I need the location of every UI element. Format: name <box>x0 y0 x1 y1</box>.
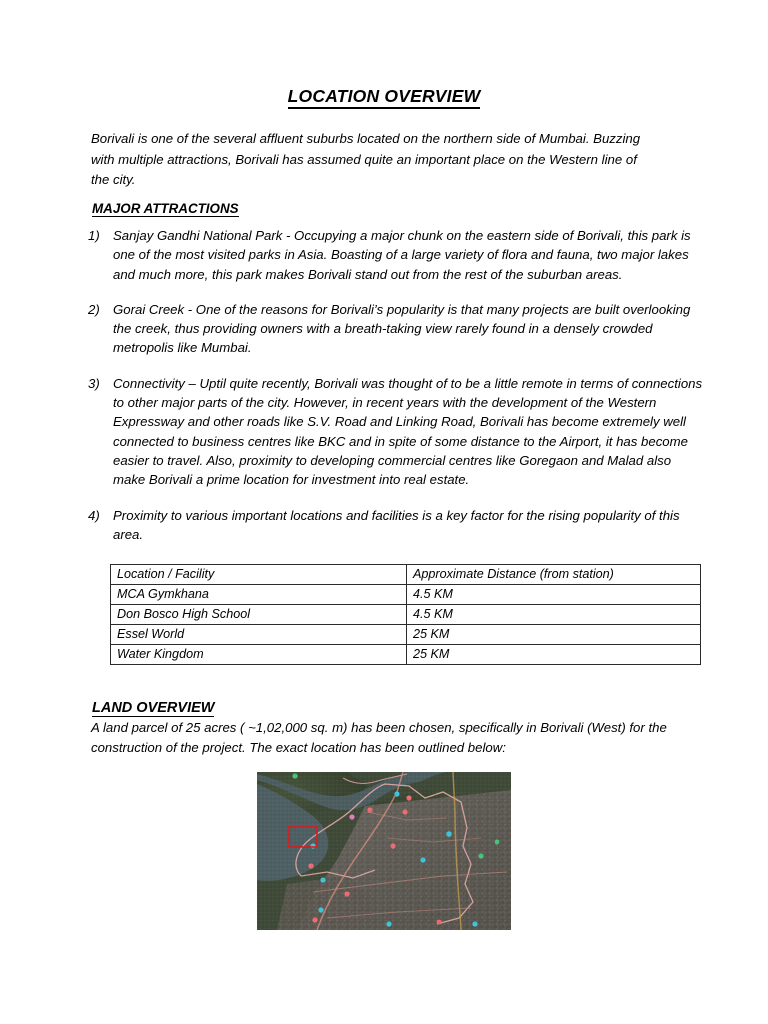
list-item <box>88 374 704 490</box>
section-heading-major-attractions-text: MAJOR ATTRACTIONS <box>92 201 239 216</box>
list-item-text: Connectivity – Uptil quite recently, Borivali was thought of to be a little remote in terms of connections to other major parts of the city. However, in recent years with the development of the Western Expressway and other roads like S.V. Road and Linking Road, Borivali has become extremely well connected to business centres like BKC and in spite of some distance to the Airport, it has become easier to travel. Also, proximity to developing commercial centres like Goregaon and Malad also make Borivali a prime location for investment into real estate. <box>113 375 703 488</box>
table-header-cell: Location / Facility <box>111 565 407 585</box>
section-heading-land-overview-text: LAND OVERVIEW <box>92 700 215 716</box>
distance-table <box>110 564 701 665</box>
list-item <box>88 506 704 545</box>
table-cell-location: MCA Gymkhana <box>111 585 407 605</box>
list-item-marker: 1) <box>88 228 100 243</box>
table-cell-location: Essel World <box>111 625 407 645</box>
table-cell-distance: 25 KM <box>407 645 701 665</box>
table-header-row <box>111 565 701 585</box>
table-row <box>111 625 701 645</box>
list-item-marker: 2) <box>88 301 100 317</box>
table-cell-location: Water Kingdom <box>111 645 407 665</box>
section-heading-land-overview <box>92 700 214 716</box>
list-item-text: Proximity to various important locations and facilities is a key factor for the rising popularity of this area. <box>113 507 680 542</box>
list-item-text: Sanjay Gandhi National Park - Occupying a major chunk on the eastern side of Borivali, this park is one of the most visited parks in Asia. Boasting of a large variety of flora and fauna, two major lakes and much more, this park makes Borivali stand out from the rest of the suburban areas. <box>113 228 691 282</box>
intro-paragraph: Borivali is one of the several affluent suburbs located on the northern side of Mumbai. Buzzing with multiple attractions, Borivali has assumed quite an important place on the Western line of the city. <box>91 131 641 187</box>
table-row <box>111 605 701 625</box>
table-row <box>111 645 701 665</box>
map-graphic <box>257 772 511 930</box>
page-title <box>0 86 768 107</box>
table-row <box>111 585 701 605</box>
table-cell-distance: 25 KM <box>407 625 701 645</box>
satellite-map-image <box>257 772 511 930</box>
map-grain-overlay <box>257 772 511 930</box>
section-heading-major-attractions <box>92 201 239 216</box>
attractions-list <box>88 226 704 544</box>
table-cell-distance: 4.5 KM <box>407 605 701 625</box>
table-header-cell: Approximate Distance (from station) <box>407 565 701 585</box>
list-item-marker: 3) <box>88 375 100 391</box>
table-cell-distance: 4.5 KM <box>407 585 701 605</box>
list-item <box>88 226 704 284</box>
page-title-text: LOCATION OVERVIEW <box>288 86 481 109</box>
table-cell-location: Don Bosco High School <box>111 605 407 625</box>
land-overview-paragraph: A land parcel of 25 acres ( ~1,02,000 sq. m) has been chosen, specifically in Borivali (West) for the construction of the project. The exact location has been outlined below: <box>91 720 667 755</box>
list-item-text: Gorai Creek - One of the reasons for Borivali’s popularity is that many projects are built overlooking the creek, thus providing owners with a breath-taking view rarely found in a densely crowded metropolis like Mumbai. <box>113 301 691 356</box>
list-item <box>88 300 704 358</box>
list-item-marker: 4) <box>88 507 100 523</box>
